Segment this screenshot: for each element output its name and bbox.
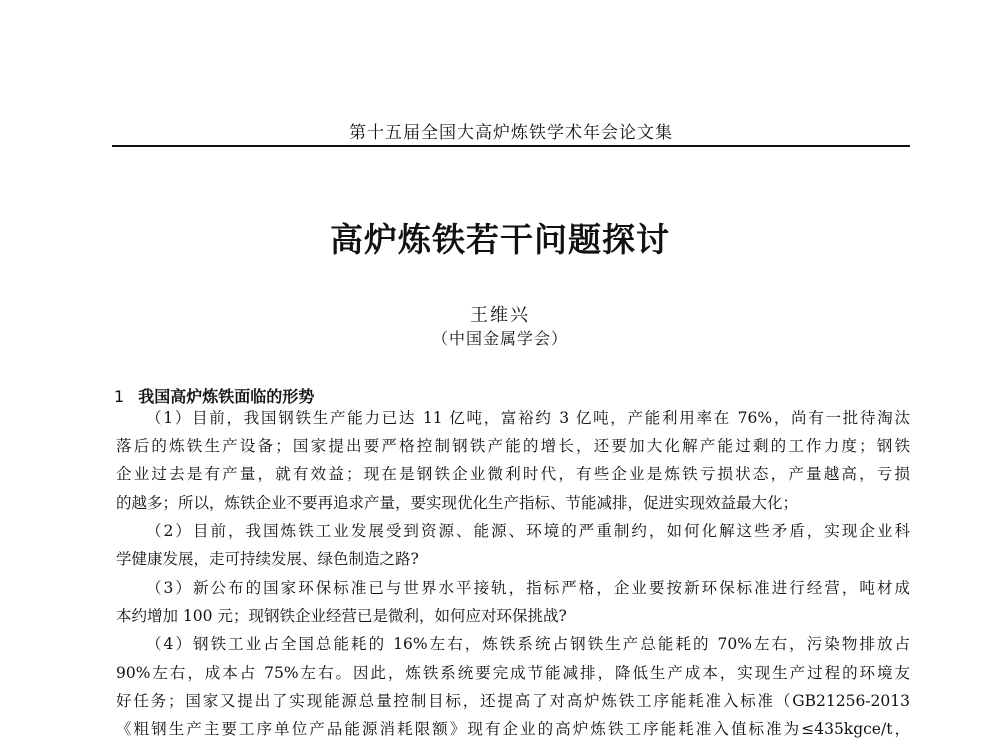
paragraph-line: （3）新公布的国家环保标准已与世界水平接轨，指标严格，企业要按新环保标准进行经营，吨材成 [146, 579, 910, 597]
journal-header: 第十五届全国大高炉炼铁学术年会论文集 [349, 123, 673, 143]
paragraph-line: 90%左右，成本占 75%左右。因此，炼铁系统要完成节能减排，降低生产成本，实现生产过程的环境友 [116, 664, 910, 682]
paragraph-line: 好任务；国家又提出了实现能源总量控制目标，还提高了对高炉炼铁工序能耗准入标准（GB21256-2013 [116, 692, 910, 710]
paragraph-line: （2）目前，我国炼铁工业发展受到资源、能源、环境的严重制约，如何化解这些矛盾，实现企业科 [146, 522, 910, 540]
author-affiliation: （中国金属学会） [431, 329, 568, 348]
paragraph-line: 企业过去是有产量，就有效益；现在是钢铁企业微利时代，有些企业是炼铁亏损状态，产量越高，亏损 [116, 465, 910, 483]
paragraph-line: 本约增加 100 元；现钢铁企业经营已是微利，如何应对环保挑战? [116, 607, 567, 625]
article-title: 高炉炼铁若干问题探讨 [330, 220, 670, 259]
paragraph-line: （4）钢铁工业占全国总能耗的 16%左右，炼铁系统占钢铁生产总能耗的 70%左右，污染物排放占 [146, 635, 910, 653]
header-rule [112, 145, 910, 147]
paragraph-line: 落后的炼铁生产设备；国家提出要严格控制钢铁产能的增长，还要加大化解产能过剩的工作力度；钢铁 [116, 437, 910, 455]
paragraph-line: 学健康发展，走可持续发展、绿色制造之路? [116, 550, 419, 568]
article-author: 王维兴 [470, 305, 530, 326]
paragraph-line: 《粗钢生产主要工序单位产品能源消耗限额》现有企业的高炉炼铁工序能耗准入值标准为≤435kgce/t， [116, 720, 910, 738]
section-number: 1 [114, 387, 125, 406]
section-title: 我国高炉炼铁面临的形势 [138, 387, 315, 406]
paragraph-line: 的越多；所以，炼铁企业不要再追求产量，要实现优化生产指标、节能减排，促进实现效益最大化； [116, 494, 799, 512]
paragraph-line: （1）目前，我国钢铁生产能力已达 11 亿吨，富裕约 3 亿吨，产能利用率在 76%，尚有一批待淘汰 [146, 409, 910, 427]
section-heading [114, 384, 314, 407]
